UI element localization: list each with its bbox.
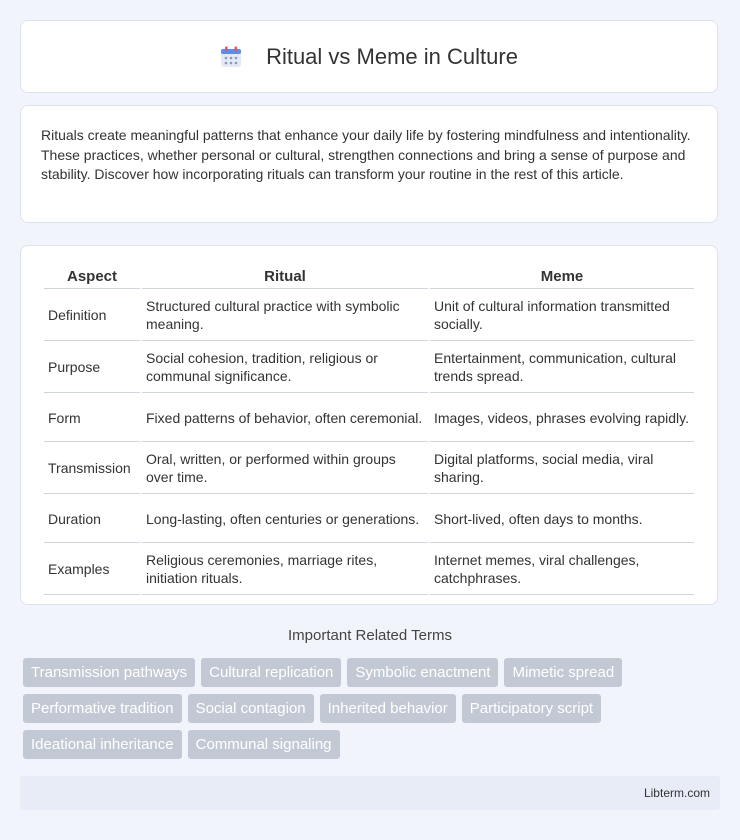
cell-aspect: Purpose <box>44 341 140 393</box>
header-meme: Meme <box>430 262 694 289</box>
footer-site-link[interactable]: Libterm.com <box>643 786 710 800</box>
cell-aspect: Transmission <box>44 442 140 494</box>
related-terms-title: Important Related Terms <box>288 627 452 644</box>
intro-card <box>20 105 718 223</box>
header-aspect: Aspect <box>44 262 140 289</box>
related-term-tag[interactable]: Mimetic spread <box>504 658 622 687</box>
cell-meme: Entertainment, communication, cultural trends spread. <box>430 341 694 393</box>
cell-ritual: Fixed patterns of behavior, often ceremonial. <box>142 393 428 442</box>
table-row <box>44 289 694 341</box>
cell-aspect: Definition <box>44 289 140 341</box>
table-row <box>44 494 694 543</box>
cell-ritual: Social cohesion, tradition, religious or communal significance. <box>142 341 428 393</box>
related-term-tag[interactable]: Participatory script <box>462 694 601 723</box>
cell-meme: Images, videos, phrases evolving rapidly. <box>430 393 694 442</box>
header-ritual: Ritual <box>142 262 428 289</box>
cell-meme: Internet memes, viral challenges, catchphrases. <box>430 543 694 595</box>
table-row <box>44 442 694 494</box>
intro-text: Rituals create meaningful patterns that enhance your daily life by fostering mindfulness and intentionality. These practices, whether personal or cultural, strengthen connections and bring a sense of purpose and stability. Discover how incorporating rituals can transform your routine in the rest of this article. <box>41 127 691 182</box>
related-term-tag[interactable]: Performative tradition <box>23 694 182 723</box>
cell-aspect: Form <box>44 393 140 442</box>
related-term-tag[interactable]: Inherited behavior <box>320 694 456 723</box>
cell-ritual: Structured cultural practice with symbolic meaning. <box>142 289 428 341</box>
related-term-tag[interactable]: Symbolic enactment <box>347 658 498 687</box>
related-terms-list <box>23 658 723 766</box>
comparison-card <box>20 245 718 605</box>
related-term-tag[interactable]: Ideational inheritance <box>23 730 182 759</box>
table-row <box>44 543 694 595</box>
related-term-tag[interactable]: Social contagion <box>188 694 314 723</box>
cell-aspect: Duration <box>44 494 140 543</box>
table-row <box>44 341 694 393</box>
cell-aspect: Examples <box>44 543 140 595</box>
cell-meme: Digital platforms, social media, viral sharing. <box>430 442 694 494</box>
related-term-tag[interactable]: Cultural replication <box>201 658 341 687</box>
comparison-table <box>42 262 696 595</box>
related-term-tag[interactable]: Communal signaling <box>188 730 340 759</box>
table-header-row <box>44 262 694 289</box>
cell-ritual: Oral, written, or performed within groups over time. <box>142 442 428 494</box>
title-card <box>20 20 718 93</box>
cell-meme: Unit of cultural information transmitted socially. <box>430 289 694 341</box>
cell-meme: Short-lived, often days to months. <box>430 494 694 543</box>
footer <box>20 776 720 810</box>
page-title: Ritual vs Meme in Culture <box>266 43 518 69</box>
related-term-tag[interactable]: Transmission pathways <box>23 658 195 687</box>
table-row <box>44 393 694 442</box>
cell-ritual: Religious ceremonies, marriage rites, initiation rituals. <box>142 543 428 595</box>
cell-ritual: Long-lasting, often centuries or generations. <box>142 494 428 543</box>
calendar-icon <box>220 46 242 68</box>
